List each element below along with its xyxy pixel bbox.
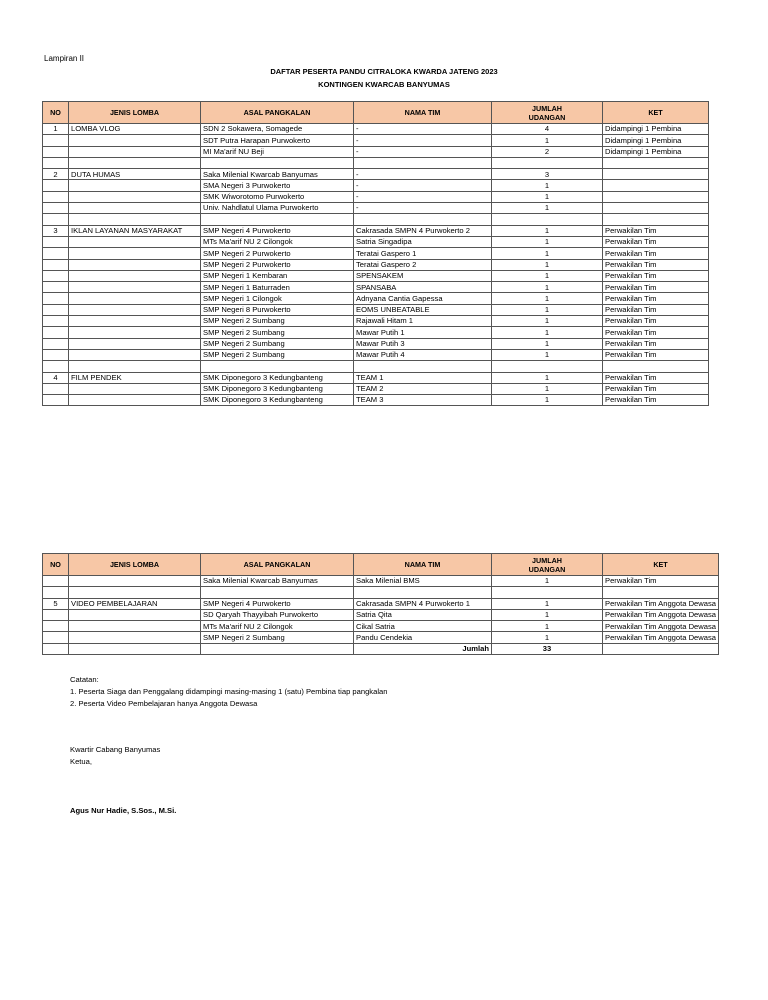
cell-ket: Didampingi 1 Pembina	[603, 146, 709, 157]
cell-asal-pangkalan: SMK Diponegoro 3 Kedungbanteng	[201, 383, 354, 394]
table-row	[43, 327, 709, 338]
cell-no	[43, 146, 69, 157]
header-jumlah-udangan: JUMLAH UDANGAN	[492, 554, 603, 576]
cell-nama-tim: Rajawali Hitam 1	[354, 316, 492, 327]
cell-jumlah: 1	[492, 316, 603, 327]
cell-jenis-lomba	[69, 395, 201, 406]
cell-no	[43, 282, 69, 293]
cell-asal-pangkalan: SMP Negeri 2 Purwokerto	[201, 248, 354, 259]
cell-jenis-lomba	[69, 248, 201, 259]
table-row	[43, 361, 709, 372]
cell-jumlah	[492, 214, 603, 225]
cell-no	[43, 203, 69, 214]
table-header-row	[43, 102, 709, 124]
cell-ket: Perwakilan Tim	[603, 293, 709, 304]
signature-role: Ketua,	[70, 757, 92, 766]
cell-asal-pangkalan: SMP Negeri 8 Purwokerto	[201, 304, 354, 315]
cell-nama-tim: Satria Singadipa	[354, 236, 492, 247]
cell-jenis-lomba	[69, 293, 201, 304]
cell-nama-tim: SPENSAKEM	[354, 270, 492, 281]
cell-jenis-lomba: DUTA HUMAS	[69, 169, 201, 180]
cell-nama-tim	[354, 214, 492, 225]
cell-jenis-lomba	[69, 338, 201, 349]
cell-ket: Perwakilan Tim	[603, 259, 709, 270]
cell-nama-tim: -	[354, 180, 492, 191]
cell-no	[43, 316, 69, 327]
cell-nama-tim: -	[354, 191, 492, 202]
cell-jumlah: 1	[492, 327, 603, 338]
cell-jenis-lomba	[69, 621, 201, 632]
cell-jenis-lomba	[69, 180, 201, 191]
header-no: NO	[43, 102, 69, 124]
cell-nama-tim: -	[354, 146, 492, 157]
cell-jumlah: 1	[492, 293, 603, 304]
cell-nama-tim: Saka Milenial BMS	[354, 576, 492, 587]
cell-ket: Perwakilan Tim	[603, 236, 709, 247]
cell-no	[43, 361, 69, 372]
table-row	[43, 304, 709, 315]
cell-no	[43, 191, 69, 202]
cell-nama-tim: Teratai Gaspero 1	[354, 248, 492, 259]
table-row	[43, 157, 709, 168]
cell-jumlah: 1	[492, 576, 603, 587]
cell-ket: Perwakilan Tim Anggota Dewasa	[603, 598, 719, 609]
cell-ket: Perwakilan Tim	[603, 576, 719, 587]
cell-no: 5	[43, 598, 69, 609]
cell-jumlah: 3	[492, 169, 603, 180]
cell-no	[43, 180, 69, 191]
cell-jenis-lomba	[69, 609, 201, 620]
cell-nama-tim: Pandu Cendekia	[354, 632, 492, 643]
cell-no	[43, 327, 69, 338]
header-jenis-lomba: JENIS LOMBA	[69, 102, 201, 124]
cell-ket: Perwakilan Tim	[603, 372, 709, 383]
cell-asal-pangkalan: SMP Negeri 1 Kembaran	[201, 270, 354, 281]
cell-nama-tim: EOMS UNBEATABLE	[354, 304, 492, 315]
cell-nama-tim: TEAM 3	[354, 395, 492, 406]
table-row	[43, 225, 709, 236]
cell-jenis-lomba: VIDEO PEMBELAJARAN	[69, 598, 201, 609]
notes-block	[70, 674, 387, 710]
cell-jenis-lomba	[69, 157, 201, 168]
table-row	[43, 169, 709, 180]
cell-nama-tim: Mawar Putih 1	[354, 327, 492, 338]
total-label: Jumlah	[354, 643, 492, 654]
cell-jenis-lomba	[69, 304, 201, 315]
cell-no	[43, 157, 69, 168]
cell-ket	[603, 180, 709, 191]
cell-no	[43, 236, 69, 247]
cell-jenis-lomba	[69, 576, 201, 587]
cell-jenis-lomba	[69, 361, 201, 372]
document-title: DAFTAR PESERTA PANDU CITRALOKA KWARDA JATENG 2023	[270, 67, 498, 76]
signature-name: Agus Nur Hadie, S.Sos., M.Si.	[70, 806, 177, 815]
cell-asal-pangkalan: SMP Negeri 2 Sumbang	[201, 327, 354, 338]
total-value: 33	[492, 643, 603, 654]
cell-nama-tim: Teratai Gaspero 2	[354, 259, 492, 270]
cell-nama-tim: Mawar Putih 3	[354, 338, 492, 349]
cell-jumlah: 1	[492, 259, 603, 270]
cell-no	[43, 383, 69, 394]
cell-nama-tim: Satria Qita	[354, 609, 492, 620]
cell-asal-pangkalan: MTs Ma'arif NU 2 Cilongok	[201, 236, 354, 247]
header-asal-pangkalan: ASAL PANGKALAN	[201, 554, 354, 576]
cell-nama-tim	[354, 361, 492, 372]
cell-no	[43, 259, 69, 270]
participants-table-2	[42, 553, 719, 655]
cell-jenis-lomba	[69, 191, 201, 202]
cell-jumlah: 1	[492, 135, 603, 146]
cell-ket: Perwakilan Tim	[603, 327, 709, 338]
table-row	[43, 587, 719, 598]
header-nama-tim: NAMA TIM	[354, 554, 492, 576]
cell-jumlah	[492, 361, 603, 372]
cell-asal-pangkalan: SMP Negeri 1 Cilongok	[201, 293, 354, 304]
cell-ket: Perwakilan Tim	[603, 248, 709, 259]
cell-jumlah: 1	[492, 395, 603, 406]
cell-jenis-lomba	[69, 383, 201, 394]
cell-asal-pangkalan: SMA Negeri 3 Purwokerto	[201, 180, 354, 191]
table-row	[43, 146, 709, 157]
cell-no	[43, 135, 69, 146]
cell-jumlah: 1	[492, 236, 603, 247]
table-row	[43, 293, 709, 304]
note-line-2: 2. Peserta Video Pembelajaran hanya Anggota Dewasa	[70, 699, 258, 708]
cell-asal-pangkalan	[201, 587, 354, 598]
cell-ket: Didampingi 1 Pembina	[603, 135, 709, 146]
cell-jumlah: 1	[492, 632, 603, 643]
cell-jumlah: 1	[492, 180, 603, 191]
cell-ket	[603, 203, 709, 214]
cell-no: 4	[43, 372, 69, 383]
cell-no	[43, 395, 69, 406]
header-nama-tim: NAMA TIM	[354, 102, 492, 124]
cell-ket: Perwakilan Tim Anggota Dewasa	[603, 632, 719, 643]
cell-asal-pangkalan: SMP Negeri 4 Purwokerto	[201, 225, 354, 236]
table-row	[43, 203, 709, 214]
cell-jumlah: 1	[492, 372, 603, 383]
cell-ket: Perwakilan Tim	[603, 225, 709, 236]
cell-ket: Perwakilan Tim	[603, 282, 709, 293]
table-row	[43, 180, 709, 191]
cell-jumlah	[492, 157, 603, 168]
cell-nama-tim: -	[354, 203, 492, 214]
cell-asal-pangkalan: SMK Wiworotomo Purwokerto	[201, 191, 354, 202]
header-no: NO	[43, 554, 69, 576]
cell-no	[43, 270, 69, 281]
header-jenis-lomba: JENIS LOMBA	[69, 554, 201, 576]
cell-jenis-lomba	[69, 587, 201, 598]
cell-ket: Perwakilan Tim	[603, 395, 709, 406]
cell-asal-pangkalan: SD Qaryah Thayyibah Purwokerto	[201, 609, 354, 620]
cell-jenis-lomba	[69, 270, 201, 281]
cell-jumlah: 1	[492, 609, 603, 620]
notes-heading: Catatan:	[70, 675, 99, 684]
cell-jenis-lomba	[69, 327, 201, 338]
cell-asal-pangkalan: SMP Negeri 2 Sumbang	[201, 316, 354, 327]
cell-jenis-lomba	[69, 632, 201, 643]
attachment-label: Lampiran II	[44, 54, 85, 63]
cell-jumlah: 1	[492, 225, 603, 236]
cell-asal-pangkalan: SMK Diponegoro 3 Kedungbanteng	[201, 395, 354, 406]
cell-jumlah: 1	[492, 248, 603, 259]
cell-nama-tim: -	[354, 135, 492, 146]
table-row	[43, 282, 709, 293]
header-jumlah-udangan: JUMLAH UDANGAN	[492, 102, 603, 124]
signature-block	[70, 744, 160, 768]
cell-jumlah: 4	[492, 124, 603, 135]
table-row	[43, 576, 719, 587]
cell-asal-pangkalan: SDT Putra Harapan Purwokerto	[201, 135, 354, 146]
cell-jumlah: 2	[492, 146, 603, 157]
cell-ket: Perwakilan Tim Anggota Dewasa	[603, 621, 719, 632]
table-row	[43, 248, 709, 259]
cell-asal-pangkalan: SMP Negeri 2 Sumbang	[201, 632, 354, 643]
note-line-1: 1. Peserta Siaga dan Penggalang didampingi masing-masing 1 (satu) Pembina tiap pangkalan	[70, 687, 388, 696]
cell-jenis-lomba: FILM PENDEK	[69, 372, 201, 383]
cell-nama-tim: Mawar Putih 4	[354, 349, 492, 360]
cell-nama-tim: Cakrasada SMPN 4 Purwokerto 1	[354, 598, 492, 609]
cell-ket: Perwakilan Tim	[603, 383, 709, 394]
cell-ket: Didampingi 1 Pembina	[603, 124, 709, 135]
header-ket: KET	[603, 554, 719, 576]
cell-ket	[603, 191, 709, 202]
cell-jenis-lomba	[69, 203, 201, 214]
cell-nama-tim: TEAM 1	[354, 372, 492, 383]
cell-jenis-lomba: IKLAN LAYANAN MASYARAKAT	[69, 225, 201, 236]
cell-asal-pangkalan: SMP Negeri 1 Baturraden	[201, 282, 354, 293]
cell-nama-tim: Cakrasada SMPN 4 Purwokerto 2	[354, 225, 492, 236]
cell-jumlah: 1	[492, 621, 603, 632]
cell-jenis-lomba	[69, 349, 201, 360]
table-row	[43, 609, 719, 620]
cell-no: 1	[43, 124, 69, 135]
cell-ket	[603, 587, 719, 598]
cell-jumlah: 1	[492, 338, 603, 349]
total-row	[43, 643, 719, 654]
cell-nama-tim: Adnyana Cantia Gapessa	[354, 293, 492, 304]
table-row	[43, 259, 709, 270]
cell-asal-pangkalan: Univ. Nahdlatul Ulama Purwokerto	[201, 203, 354, 214]
table-row	[43, 316, 709, 327]
cell-asal-pangkalan	[201, 214, 354, 225]
cell-ket: Perwakilan Tim	[603, 316, 709, 327]
cell-nama-tim	[354, 587, 492, 598]
cell-ket: Perwakilan Tim Anggota Dewasa	[603, 609, 719, 620]
cell-jumlah: 1	[492, 349, 603, 360]
cell-ket	[603, 361, 709, 372]
cell-asal-pangkalan: MTs Ma'arif NU 2 Cilongok	[201, 621, 354, 632]
cell-jumlah: 1	[492, 282, 603, 293]
cell-asal-pangkalan: SMP Negeri 2 Purwokerto	[201, 259, 354, 270]
cell-ket: Perwakilan Tim	[603, 349, 709, 360]
cell-jumlah: 1	[492, 383, 603, 394]
cell-no	[43, 304, 69, 315]
cell-jenis-lomba	[69, 214, 201, 225]
cell-jenis-lomba	[69, 282, 201, 293]
signature-org: Kwartir Cabang Banyumas	[70, 745, 161, 754]
cell-asal-pangkalan: SMP Negeri 2 Sumbang	[201, 338, 354, 349]
cell-no	[43, 248, 69, 259]
cell-no: 3	[43, 225, 69, 236]
cell-jumlah: 1	[492, 304, 603, 315]
cell-no	[43, 349, 69, 360]
header-asal-pangkalan: ASAL PANGKALAN	[201, 102, 354, 124]
cell-jenis-lomba: LOMBA VLOG	[69, 124, 201, 135]
cell-no	[43, 338, 69, 349]
table-row	[43, 395, 709, 406]
cell-nama-tim: TEAM 2	[354, 383, 492, 394]
cell-jumlah: 1	[492, 598, 603, 609]
cell-ket: Perwakilan Tim	[603, 270, 709, 281]
participants-table-1	[42, 101, 709, 406]
table-row	[43, 236, 709, 247]
table-row	[43, 214, 709, 225]
table-row	[43, 124, 709, 135]
cell-asal-pangkalan: SDN 2 Sokawera, Somagede	[201, 124, 354, 135]
cell-jenis-lomba	[69, 236, 201, 247]
cell-ket: Perwakilan Tim	[603, 304, 709, 315]
cell-no	[43, 214, 69, 225]
cell-asal-pangkalan: Saka Milenial Kwarcab Banyumas	[201, 169, 354, 180]
cell-jumlah: 1	[492, 270, 603, 281]
cell-asal-pangkalan: SMK Diponegoro 3 Kedungbanteng	[201, 372, 354, 383]
table-row	[43, 191, 709, 202]
cell-jumlah: 1	[492, 203, 603, 214]
cell-asal-pangkalan: SMP Negeri 2 Sumbang	[201, 349, 354, 360]
cell-no	[43, 609, 69, 620]
table-row	[43, 598, 719, 609]
cell-jumlah: 1	[492, 191, 603, 202]
cell-nama-tim	[354, 157, 492, 168]
cell-nama-tim: -	[354, 124, 492, 135]
cell-jenis-lomba	[69, 146, 201, 157]
table-row	[43, 621, 719, 632]
cell-nama-tim: SPANSABA	[354, 282, 492, 293]
cell-jenis-lomba	[69, 316, 201, 327]
table-row	[43, 383, 709, 394]
cell-no: 2	[43, 169, 69, 180]
cell-ket	[603, 169, 709, 180]
cell-asal-pangkalan	[201, 361, 354, 372]
cell-nama-tim: Cikal Satria	[354, 621, 492, 632]
header-ket: KET	[603, 102, 709, 124]
cell-ket	[603, 214, 709, 225]
cell-jenis-lomba	[69, 135, 201, 146]
cell-no	[43, 621, 69, 632]
cell-asal-pangkalan: Saka Milenial Kwarcab Banyumas	[201, 576, 354, 587]
cell-asal-pangkalan: SMP Negeri 4 Purwokerto	[201, 598, 354, 609]
table-header-row	[43, 554, 719, 576]
table-row	[43, 135, 709, 146]
table-row	[43, 632, 719, 643]
cell-nama-tim: -	[354, 169, 492, 180]
cell-jumlah	[492, 587, 603, 598]
cell-jenis-lomba	[69, 259, 201, 270]
cell-ket: Perwakilan Tim	[603, 338, 709, 349]
cell-no	[43, 576, 69, 587]
table-row	[43, 270, 709, 281]
document-subtitle: KONTINGEN KWARCAB BANYUMAS	[318, 80, 450, 89]
cell-no	[43, 293, 69, 304]
cell-no	[43, 587, 69, 598]
table-row	[43, 338, 709, 349]
cell-ket	[603, 157, 709, 168]
cell-asal-pangkalan: MI Ma'arif NU Beji	[201, 146, 354, 157]
cell-asal-pangkalan	[201, 157, 354, 168]
table-row	[43, 372, 709, 383]
cell-no	[43, 632, 69, 643]
table-row	[43, 349, 709, 360]
